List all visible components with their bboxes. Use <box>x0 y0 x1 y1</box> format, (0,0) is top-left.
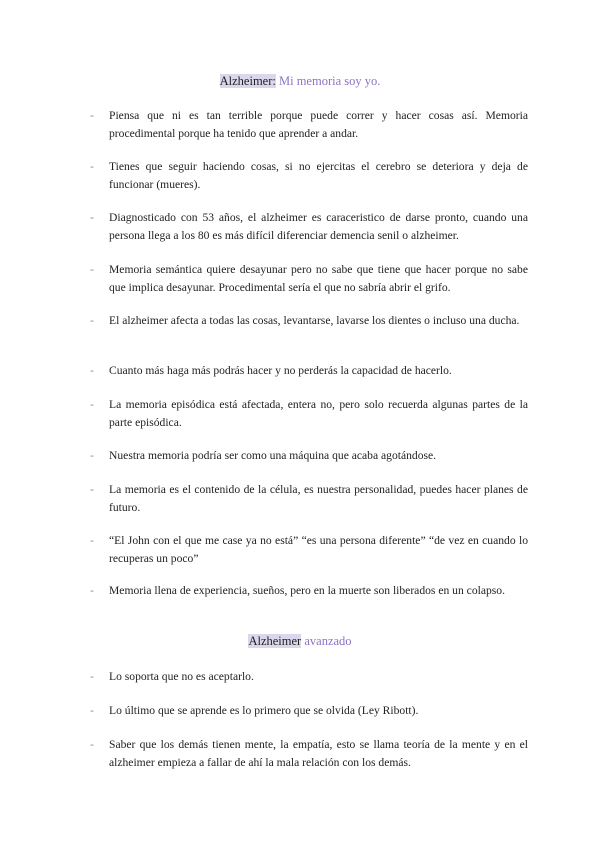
bullet-dash: - <box>90 160 94 173</box>
bullet-dash: - <box>90 109 94 122</box>
list-item-text: Lo soporta que no es aceptarlo. <box>109 670 254 683</box>
list-item <box>90 447 528 465</box>
list-item-text: Memoria semántica quiere desayunar pero no sabe que tiene que hacer porque no sabe que implica desayunar. Procedimental sería el que no sabría abrir el grifo. <box>109 263 528 294</box>
list-item <box>90 668 528 686</box>
bullet-dash: - <box>90 584 94 597</box>
bullet-dash: - <box>90 211 94 224</box>
list-item-text: “El John con el que me case ya no está” “es una persona diferente” “de vez en cuando lo recuperas un poco” <box>109 534 528 565</box>
list-item-text: Saber que los demás tienen mente, la empatía, esto se llama teoría de la mente y en el alzheimer empieza a fallar de ahí la mala relación con los demás. <box>109 738 528 769</box>
bullet-dash: - <box>90 398 94 411</box>
list-item <box>90 532 528 568</box>
bullet-dash: - <box>90 314 94 327</box>
list-item <box>90 107 528 143</box>
list-item <box>90 261 528 297</box>
bullet-dash: - <box>90 364 94 377</box>
bullet-dash: - <box>90 263 94 276</box>
list-item <box>90 396 528 432</box>
subtitle-highlight: Alzheimer <box>248 634 302 648</box>
bullet-dash: - <box>90 449 94 462</box>
list-item-text: Tienes que seguir haciendo cosas, si no ejercitas el cerebro se deteriora y deja de funcionar (mueres). <box>109 160 528 191</box>
title-highlight: Alzheimer: <box>219 74 276 88</box>
bullet-dash: - <box>90 670 94 683</box>
list-item-text: Nuestra memoria podría ser como una máquina que acaba agotándose. <box>109 449 437 462</box>
list-item-text: Piensa que ni es tan terrible porque puede correr y hacer cosas así. Memoria procedimental porque ha tenido que aprender a andar. <box>109 109 528 140</box>
page-title <box>0 73 600 89</box>
list-item-text: El alzheimer afecta a todas las cosas, levantarse, lavarse los dientes o incluso una ducha. <box>109 314 520 327</box>
list-item <box>90 481 528 517</box>
list-item-text: Lo último que se aprende es lo primero que se olvida (Ley Ribott). <box>109 704 419 717</box>
list-item-text: Cuanto más haga más podrás hacer y no perderás la capacidad de hacerlo. <box>109 364 452 377</box>
list-item-text: Memoria llena de experiencia, sueños, pero en la muerte son liberados en un colapso. <box>109 584 505 597</box>
list-item-text: Diagnosticado con 53 años, el alzheimer es caraceristico de darse pronto, cuando una persona llega a los 80 es más difícil diferenciar demencia senil o alzheimer. <box>109 211 528 242</box>
list-item <box>90 209 528 245</box>
list-item <box>90 362 528 380</box>
bullet-dash: - <box>90 534 94 547</box>
section-subtitle <box>0 633 600 649</box>
list-item <box>90 736 528 772</box>
list-item-text: La memoria episódica está afectada, entera no, pero solo recuerda algunas partes de la parte episódica. <box>109 398 528 429</box>
list-item-text: La memoria es el contenido de la célula, es nuestra personalidad, puedes hacer planes de futuro. <box>109 483 528 514</box>
list-item <box>90 702 528 720</box>
list-item <box>90 312 528 330</box>
list-item <box>90 582 528 600</box>
title-rest: Mi memoria soy yo. <box>275 74 381 88</box>
subtitle-rest: avanzado <box>301 634 352 648</box>
bullet-dash: - <box>90 738 94 751</box>
bullet-dash: - <box>90 483 94 496</box>
bullet-dash: - <box>90 704 94 717</box>
list-item <box>90 158 528 194</box>
